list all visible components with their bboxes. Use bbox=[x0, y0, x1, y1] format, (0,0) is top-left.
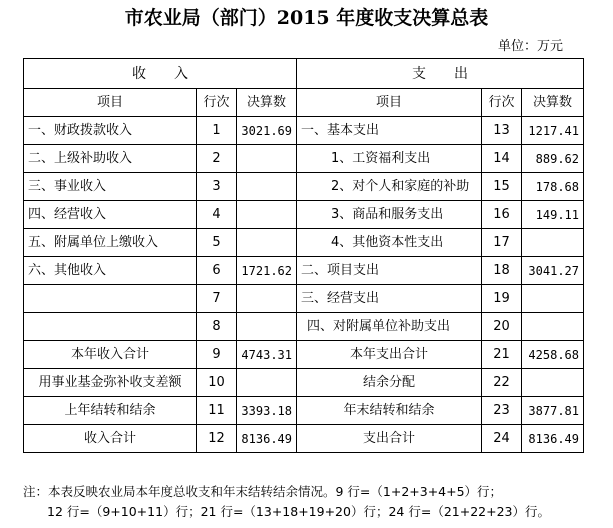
income-amount bbox=[237, 369, 297, 397]
expense-item: 年末结转和结余 bbox=[297, 397, 482, 425]
table-row bbox=[24, 229, 584, 257]
column-header-row bbox=[24, 89, 584, 117]
expense-row-no: 24 bbox=[482, 425, 522, 453]
page-title: 市农业局（部门）2015 年度收支决算总表 bbox=[124, 7, 489, 29]
expense-item: 支出合计 bbox=[297, 425, 482, 453]
table-row bbox=[24, 117, 584, 145]
table-row bbox=[24, 201, 584, 229]
expense-amount bbox=[522, 313, 584, 341]
income-item: 本年收入合计 bbox=[24, 341, 197, 369]
footnote bbox=[23, 482, 603, 522]
expense-amount: 1217.41 bbox=[522, 117, 584, 145]
income-row-no-header: 行次 bbox=[197, 89, 237, 117]
expense-row-no: 22 bbox=[482, 369, 522, 397]
footnote-line-2: 12 行=（9+10+11）行；21 行=（13+18+19+20）行；24 行=（21+22+23）行。 bbox=[47, 504, 550, 519]
expense-item: 1、工资福利支出 bbox=[297, 145, 482, 173]
income-row-no: 2 bbox=[197, 145, 237, 173]
expense-section-header: 支 出 bbox=[297, 59, 584, 89]
table-row bbox=[24, 145, 584, 173]
income-amount-header: 决算数 bbox=[237, 89, 297, 117]
income-amount: 8136.49 bbox=[237, 425, 297, 453]
table-row bbox=[24, 425, 584, 453]
table-row bbox=[24, 397, 584, 425]
expense-row-no: 20 bbox=[482, 313, 522, 341]
expense-row-no: 23 bbox=[482, 397, 522, 425]
income-amount: 1721.62 bbox=[237, 257, 297, 285]
unit-label: 单位：万元 bbox=[497, 39, 563, 54]
income-item: 四、经营收入 bbox=[24, 201, 197, 229]
table-row bbox=[24, 285, 584, 313]
income-amount bbox=[237, 173, 297, 201]
expense-row-no: 19 bbox=[482, 285, 522, 313]
income-row-no: 1 bbox=[197, 117, 237, 145]
expense-item: 3、商品和服务支出 bbox=[297, 201, 482, 229]
income-item: 六、其他收入 bbox=[24, 257, 197, 285]
expense-item: 一、基本支出 bbox=[297, 117, 482, 145]
income-item: 五、附属单位上缴收入 bbox=[24, 229, 197, 257]
income-row-no: 12 bbox=[197, 425, 237, 453]
income-row-no: 10 bbox=[197, 369, 237, 397]
income-amount bbox=[237, 229, 297, 257]
budget-table bbox=[23, 58, 584, 453]
expense-row-no: 17 bbox=[482, 229, 522, 257]
expense-amount bbox=[522, 229, 584, 257]
income-item: 一、财政拨款收入 bbox=[24, 117, 197, 145]
expense-row-no-header: 行次 bbox=[482, 89, 522, 117]
income-item: 二、上级补助收入 bbox=[24, 145, 197, 173]
expense-amount: 3877.81 bbox=[522, 397, 584, 425]
income-item: 收入合计 bbox=[24, 425, 197, 453]
income-amount: 3021.69 bbox=[237, 117, 297, 145]
income-row-no: 3 bbox=[197, 173, 237, 201]
income-amount bbox=[237, 201, 297, 229]
expense-amount: 178.68 bbox=[522, 173, 584, 201]
table-row bbox=[24, 369, 584, 397]
expense-amount bbox=[522, 369, 584, 397]
income-row-no: 11 bbox=[197, 397, 237, 425]
table-row bbox=[24, 313, 584, 341]
expense-amount: 149.11 bbox=[522, 201, 584, 229]
income-row-no: 5 bbox=[197, 229, 237, 257]
expense-item: 三、经营支出 bbox=[297, 285, 482, 313]
expense-amount: 3041.27 bbox=[522, 257, 584, 285]
income-amount: 4743.31 bbox=[237, 341, 297, 369]
expense-amount-header: 决算数 bbox=[522, 89, 584, 117]
income-amount: 3393.18 bbox=[237, 397, 297, 425]
income-row-no: 4 bbox=[197, 201, 237, 229]
expense-row-no: 13 bbox=[482, 117, 522, 145]
expense-item: 本年支出合计 bbox=[297, 341, 482, 369]
table-row bbox=[24, 173, 584, 201]
income-item: 用事业基金弥补收支差额 bbox=[24, 369, 197, 397]
section-header-row bbox=[24, 59, 584, 89]
expense-item-header: 项目 bbox=[297, 89, 482, 117]
income-amount bbox=[237, 313, 297, 341]
expense-item: 四、对附属单位补助支出 bbox=[297, 313, 482, 341]
expense-amount: 889.62 bbox=[522, 145, 584, 173]
expense-row-no: 18 bbox=[482, 257, 522, 285]
expense-row-no: 15 bbox=[482, 173, 522, 201]
income-amount bbox=[237, 145, 297, 173]
income-row-no: 6 bbox=[197, 257, 237, 285]
table-row bbox=[24, 257, 584, 285]
expense-row-no: 21 bbox=[482, 341, 522, 369]
expense-item: 结余分配 bbox=[297, 369, 482, 397]
income-item-header: 项目 bbox=[24, 89, 197, 117]
expense-amount: 8136.49 bbox=[522, 425, 584, 453]
footnote-line-1: 注：本表反映农业局本年度总收支和年末结转结余情况。9 行=（1+2+3+4+5）行； bbox=[23, 484, 503, 499]
income-section-header: 收 入 bbox=[24, 59, 297, 89]
expense-amount bbox=[522, 285, 584, 313]
expense-item: 4、其他资本性支出 bbox=[297, 229, 482, 257]
expense-amount: 4258.68 bbox=[522, 341, 584, 369]
expense-row-no: 16 bbox=[482, 201, 522, 229]
income-amount bbox=[237, 285, 297, 313]
expense-row-no: 14 bbox=[482, 145, 522, 173]
income-item bbox=[24, 313, 197, 341]
income-item: 三、事业收入 bbox=[24, 173, 197, 201]
table-row bbox=[24, 341, 584, 369]
income-row-no: 7 bbox=[197, 285, 237, 313]
income-item: 上年结转和结余 bbox=[24, 397, 197, 425]
income-item bbox=[24, 285, 197, 313]
income-row-no: 9 bbox=[197, 341, 237, 369]
expense-item: 2、对个人和家庭的补助 bbox=[297, 173, 482, 201]
expense-item: 二、项目支出 bbox=[297, 257, 482, 285]
income-row-no: 8 bbox=[197, 313, 237, 341]
